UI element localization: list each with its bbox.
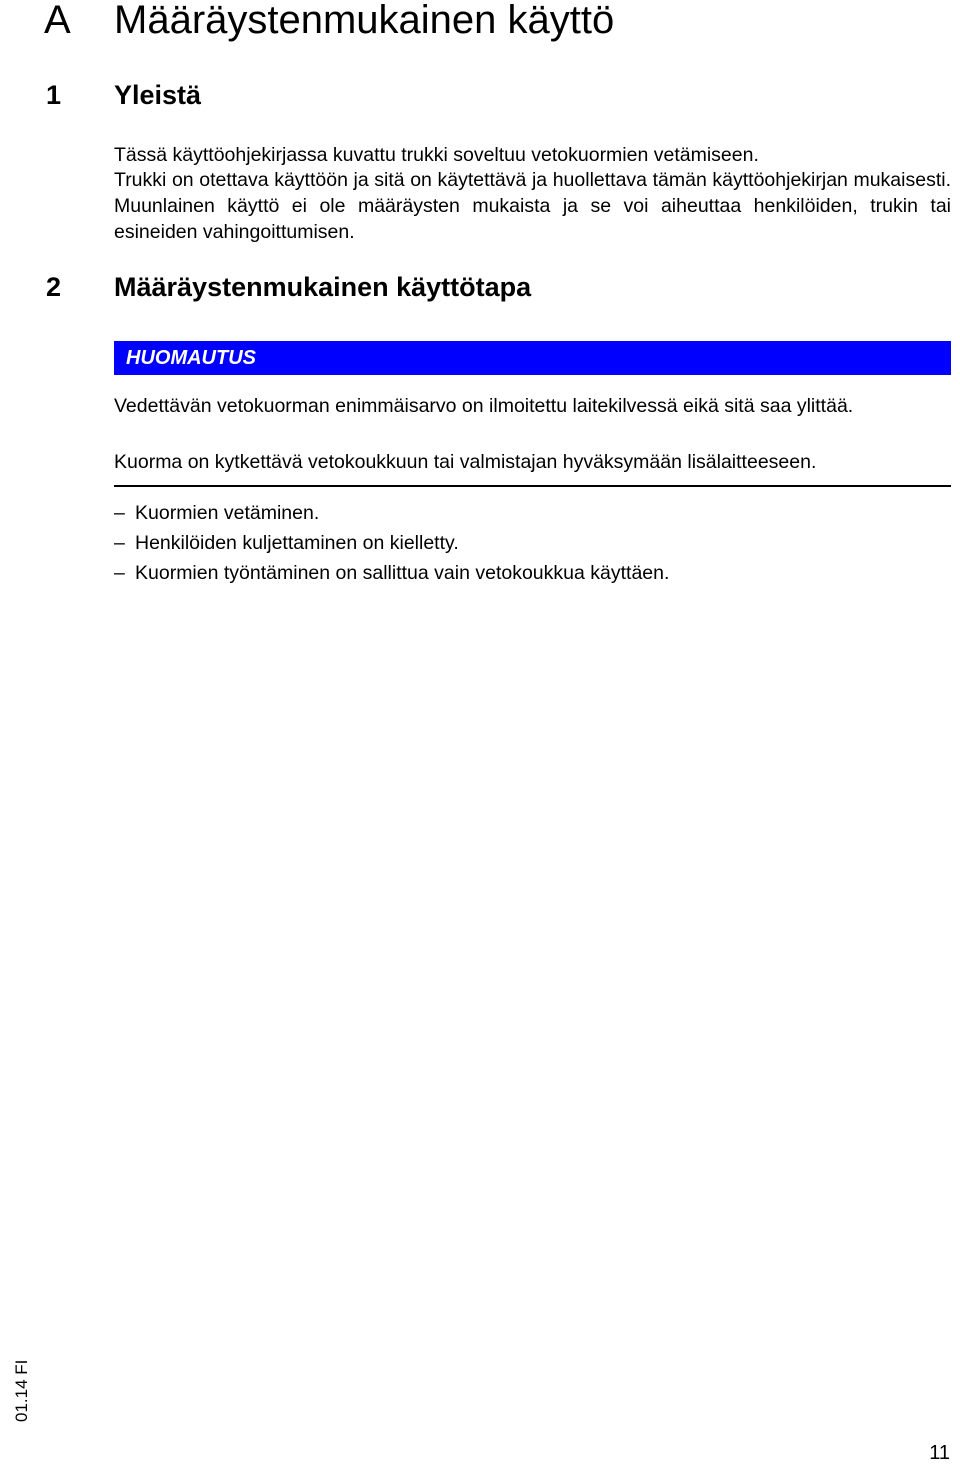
notice-end-rule [114, 485, 951, 487]
list-item-text: Kuormien vetäminen. [135, 502, 320, 524]
edition-label: 01.14 FI [12, 1359, 31, 1422]
section-1-number: 1 [46, 80, 62, 110]
chapter-title: Määräystenmukainen käyttö [114, 0, 615, 42]
list-dash: – [114, 562, 125, 584]
section-2-number: 2 [46, 272, 62, 302]
section-1-title: Yleistä [114, 80, 202, 110]
section-1-paragraph-1: Tässä käyttöohjekirjassa kuvattu trukki soveltuu vetokuormien vetämiseen. [114, 144, 759, 166]
list-dash: – [114, 502, 125, 524]
list-item-text: Kuormien työntäminen on sallittua vain vetokoukkua käyttäen. [135, 562, 670, 584]
list-item-text: Henkilöiden kuljettaminen on kielletty. [135, 532, 459, 554]
notice-text-1: Vedettävän vetokuorman enimmäisarvo on ilmoitettu laitekilvessä eikä sitä saa ylittää. [114, 395, 854, 417]
chapter-letter: A [44, 0, 71, 42]
page-number: 11 [929, 1442, 950, 1464]
list-dash: – [114, 532, 125, 554]
notice-label: HUOMAUTUS [126, 347, 256, 369]
notice-banner [114, 341, 951, 375]
section-1-paragraph-2: Trukki on otettava käyttöön ja sitä on käytettävä ja huollettava tämän käyttöohjekirjan mukaisesti. Muunlainen käyttö ei ole määräysten mukaista ja se voi aiheuttaa henkilöiden, trukin tai esineiden vahingoittumisen. [114, 169, 951, 243]
notice-text-2: Kuorma on kytkettävä vetokoukkuun tai valmistajan hyväksymään lisälaitteeseen. [114, 451, 817, 473]
section-2-title: Määräystenmukainen käyttötapa [114, 272, 532, 302]
